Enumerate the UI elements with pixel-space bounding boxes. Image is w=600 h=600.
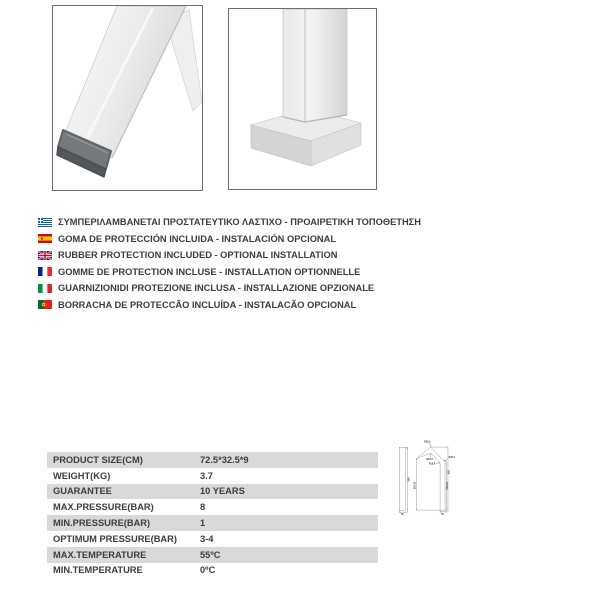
spec-value: 10 YEARS	[200, 486, 245, 497]
flag-italy-icon	[38, 284, 52, 293]
leader-arrow	[439, 462, 440, 463]
radius-inner-corner-label: R18.8	[428, 462, 436, 466]
dim-arrow	[448, 447, 449, 448]
feature-row-greek	[38, 214, 421, 231]
dim-arrow	[404, 512, 405, 513]
radius-top-label: R38.9	[424, 440, 431, 444]
column-shape	[283, 9, 347, 122]
photo-leg-with-rubber-cap	[52, 5, 203, 191]
table-row	[47, 531, 378, 547]
spec-value: 1	[200, 518, 206, 529]
feature-list	[38, 214, 421, 313]
spec-label: MIN.PRESSURE(BAR)	[53, 518, 151, 529]
feature-row-spanish	[38, 231, 421, 248]
dim-arrow	[399, 512, 400, 513]
spec-label: WEIGHT(KG)	[53, 470, 111, 481]
column-photo-graphic	[229, 9, 376, 189]
spec-label: OPTIMUM PRESSURE(BAR)	[53, 533, 177, 544]
radius-inner-peak-label: R18.8	[426, 458, 433, 462]
spec-value: 55ºC	[200, 549, 221, 560]
spec-label: GUARANTEE	[53, 486, 112, 497]
dim-arrow	[407, 509, 408, 510]
flag-greece-icon	[38, 218, 52, 227]
photo-column-base	[228, 8, 377, 190]
flag-portugal-icon	[38, 300, 52, 309]
feature-text: ΣΥΜΠΕΡΙΛΑΜΒΑΝΕΤΑΙ ΠΡΟΣΤΑΤΕΥΤΙΚΟ ΛΑΣΤΙΧΟ - ΠΡΟΑΙΡΕΤΙΚΗ ΤΟΠΟΘΕΤΗΣΗ	[58, 217, 421, 228]
feature-text: BORRACHA DE PROTECCÃO INCLUÍDA - INSTALACÃO OPCIONAL	[58, 299, 357, 310]
leader-arrow	[430, 445, 431, 446]
front-left-height-label: 550.52	[413, 481, 417, 490]
feature-row-french	[38, 264, 421, 281]
technical-drawing	[395, 355, 600, 600]
feature-row-english	[38, 247, 421, 264]
dim-arrow	[445, 511, 446, 512]
front-right-height-label: 539.64	[445, 482, 449, 490]
flag-spain-icon	[38, 234, 52, 243]
dim-arrow	[407, 447, 408, 448]
flag-uk-icon	[38, 251, 52, 260]
side-width-label: 60	[401, 513, 404, 517]
front-total-height-label: 680	[447, 470, 451, 475]
spec-label: MIN.TEMPERATURE	[53, 565, 143, 576]
dim-arrow	[448, 509, 449, 510]
radius-outer-corner-label: R28.9	[448, 456, 455, 460]
dim-arrow	[440, 511, 441, 512]
spec-value: 3-4	[200, 533, 214, 544]
leg-photo-graphic	[53, 6, 202, 190]
table-row	[47, 452, 378, 468]
dim-arrow	[416, 459, 417, 460]
feature-text: RUBBER PROTECTION INCLUDED - OPTIONAL INSTALLATION	[58, 250, 338, 261]
table-row	[47, 499, 378, 515]
spec-value: 72.5*32.5*9	[200, 454, 249, 465]
front-right-width-label: 55	[441, 512, 444, 516]
spec-label: PRODUCT SIZE(CM)	[53, 454, 143, 465]
feature-row-italian	[38, 280, 421, 297]
spec-value: 0ºC	[200, 565, 216, 576]
feature-text: GOMME DE PROTECTION INCLUSE - INSTALLATION OPTIONNELLE	[58, 266, 361, 277]
flag-france-icon	[38, 267, 52, 276]
side-profile-outline	[399, 447, 405, 510]
table-row	[47, 468, 378, 484]
feature-text: GOMA DE PROTECCIÓN INCLUIDA - INSTALACIÓN OPCIONAL	[58, 233, 337, 244]
spec-label: MAX.PRESSURE(BAR)	[53, 502, 154, 513]
table-row	[47, 484, 378, 500]
side-height-label: 680	[407, 477, 411, 482]
table-row	[47, 515, 378, 531]
feature-text: GUARNIZIONIDI PROTEZIONE INCLUSA - INSTALLAZIONE OPZIONALE	[58, 283, 375, 294]
specs-table	[47, 452, 378, 578]
table-row	[47, 563, 378, 579]
spec-value: 3.7	[200, 470, 213, 481]
dim-arrow	[416, 509, 417, 510]
spec-label: MAX.TEMPERATURE	[53, 549, 147, 560]
table-row	[47, 547, 378, 563]
main-leg-shape	[64, 6, 186, 158]
spec-value: 8	[200, 502, 206, 513]
feature-row-portuguese	[38, 297, 421, 314]
